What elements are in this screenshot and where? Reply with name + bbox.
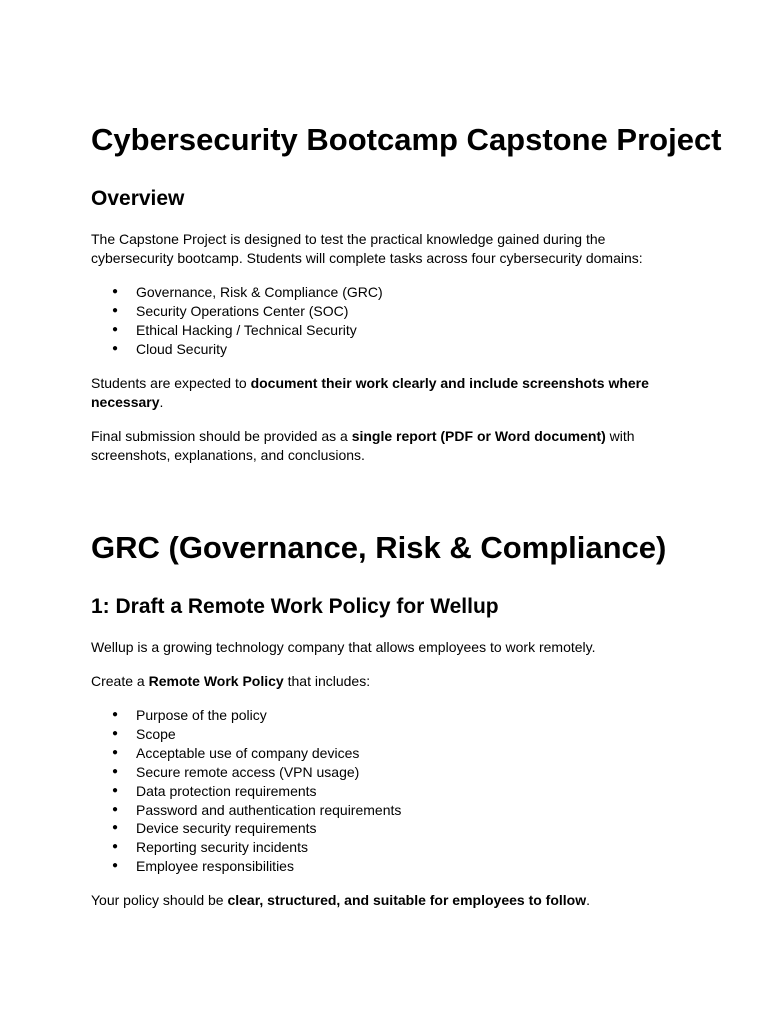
documentation-note-bold2: necessary [91,394,160,410]
task1-create-bold: Remote Work Policy [148,673,284,689]
overview-intro-line1: The Capstone Project is designed to test the practical knowledge gained during the [91,231,606,247]
submission-note-line2: screenshots, explanations, and conclusions. [91,447,365,463]
grc-heading: GRC (Governance, Risk & Compliance) [91,530,667,565]
list-item: ● Secure remote access (VPN usage) [91,763,401,782]
submission-note [91,427,635,465]
list-item: ● Security Operations Center (SOC) [91,302,383,321]
submission-note-post: with [605,428,635,444]
list-item: ● Acceptable use of company devices [91,744,401,763]
list-item: ● Data protection requirements [91,782,401,801]
domains-list [91,283,383,359]
documentation-note-bold1: document their work clearly and include screenshots where [250,375,649,391]
task1-heading: 1: Draft a Remote Work Policy for Wellup [91,595,499,618]
overview-intro-line2: cybersecurity bootcamp. Students will complete tasks across four cybersecurity domains: [91,250,643,266]
list-item: ● Reporting security incidents [91,838,401,857]
document-title: Cybersecurity Bootcamp Capstone Project [91,122,722,157]
task1-context: Wellup is a growing technology company that allows employees to work remotely. [91,639,596,655]
list-item: ● Ethical Hacking / Technical Security [91,321,383,340]
documentation-note-post: . [159,394,164,410]
overview-heading: Overview [91,187,185,210]
task1-closing-pre: Your policy should be [91,892,228,908]
task1-create [91,672,370,691]
documentation-note-pre: Students are expected to [91,375,251,391]
task1-create-post: that includes: [283,673,371,689]
list-item: ● Password and authentication requirements [91,801,401,820]
policy-requirements-list [91,706,401,876]
list-item: ● Scope [91,725,401,744]
list-item: ● Purpose of the policy [91,706,401,725]
submission-note-pre: Final submission should be provided as a [91,428,352,444]
task1-create-pre: Create a [91,673,149,689]
list-item: ● Cloud Security [91,340,383,359]
list-item: ● Governance, Risk & Compliance (GRC) [91,283,383,302]
list-item: ● Employee responsibilities [91,857,401,876]
submission-note-bold: single report (PDF or Word document) [351,428,606,444]
task1-closing-bold: clear, structured, and suitable for employees to follow [227,892,587,908]
overview-intro [91,230,643,268]
documentation-note [91,374,649,412]
list-item: ● Device security requirements [91,819,401,838]
task1-closing [91,891,590,910]
task1-closing-post: . [586,892,590,908]
